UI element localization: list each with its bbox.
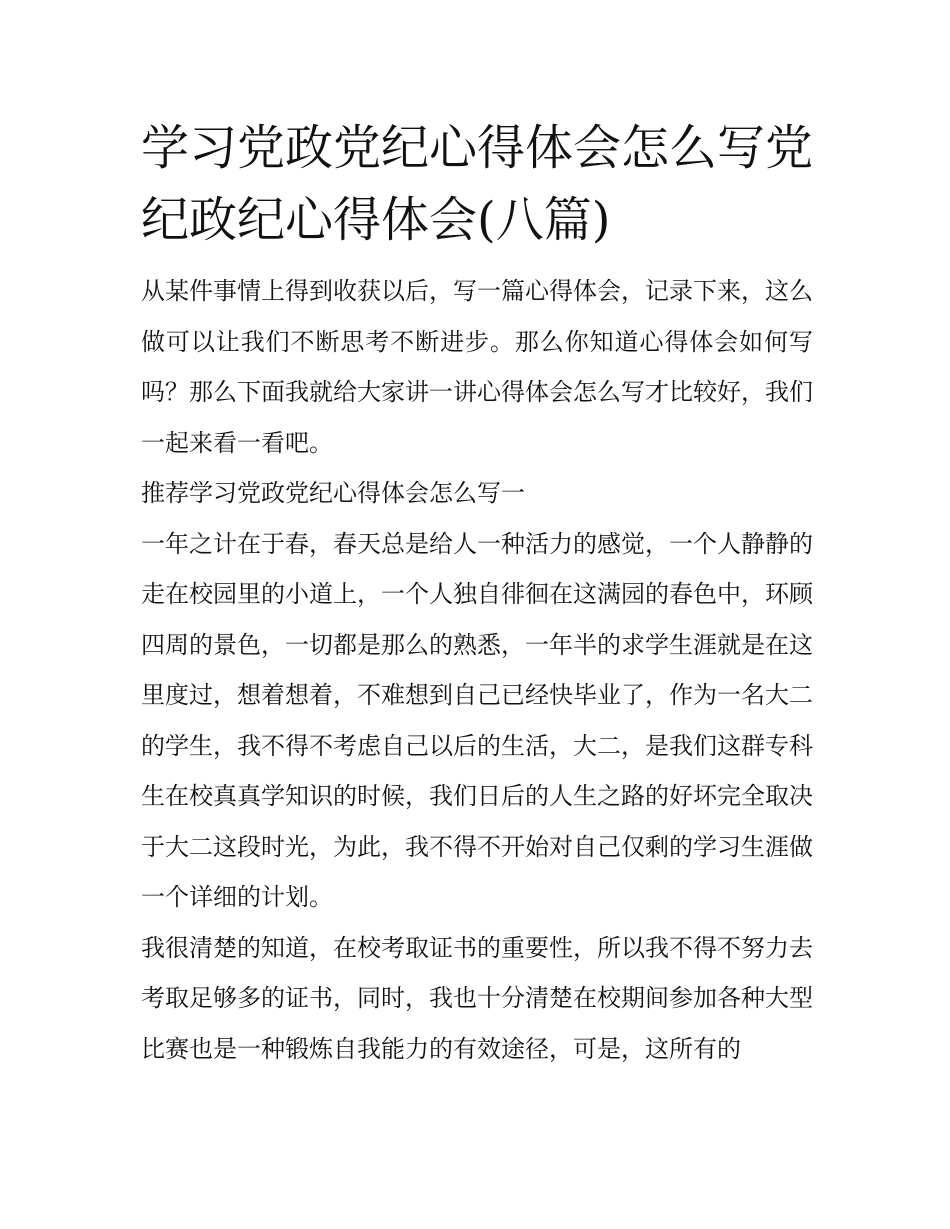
document-title: 学习党政党纪心得体会怎么写党纪政纪心得体会(八篇)	[141, 120, 814, 248]
section-heading: 推荐学习党政党纪心得体会怎么写一	[141, 479, 525, 507]
body-paragraph: 一年之计在于春，春天总是给人一种活力的感觉，一个人静静的走在校园里的小道上，一个人独自徘徊在这满园的春色中，环顾四周的景色，一切都是那么的熟悉，一年半的求学生涯就是在这里度过，想着想着，不难想到自己已经快毕业了，作为一名大二的学生，我不得不考虑自己以后的生活，大二，是我们这群专科生在校真真学知识的时候，我们日后的人生之路的好坏完全取决于大二这段时光，为此，我不得不开始对自己仅剩的学习生涯做一个详细的计划。	[141, 529, 813, 911]
body-paragraph: 我很清楚的知道，在校考取证书的重要性，所以我不得不努力去考取足够多的证书，同时，我也十分清楚在校期间参加各种大型比赛也是一种锻炼自我能力的有效途径，可是，这所有的	[141, 933, 813, 1063]
document-content	[141, 112, 813, 1074]
intro-paragraph: 从某件事情上得到收获以后，写一篇心得体会，记录下来，这么做可以让我们不断思考不断进步。那么你知道心得体会如何写吗？那么下面我就给大家讲一讲心得体会怎么写才比较好，我们一起来看一看吧。	[141, 277, 813, 457]
